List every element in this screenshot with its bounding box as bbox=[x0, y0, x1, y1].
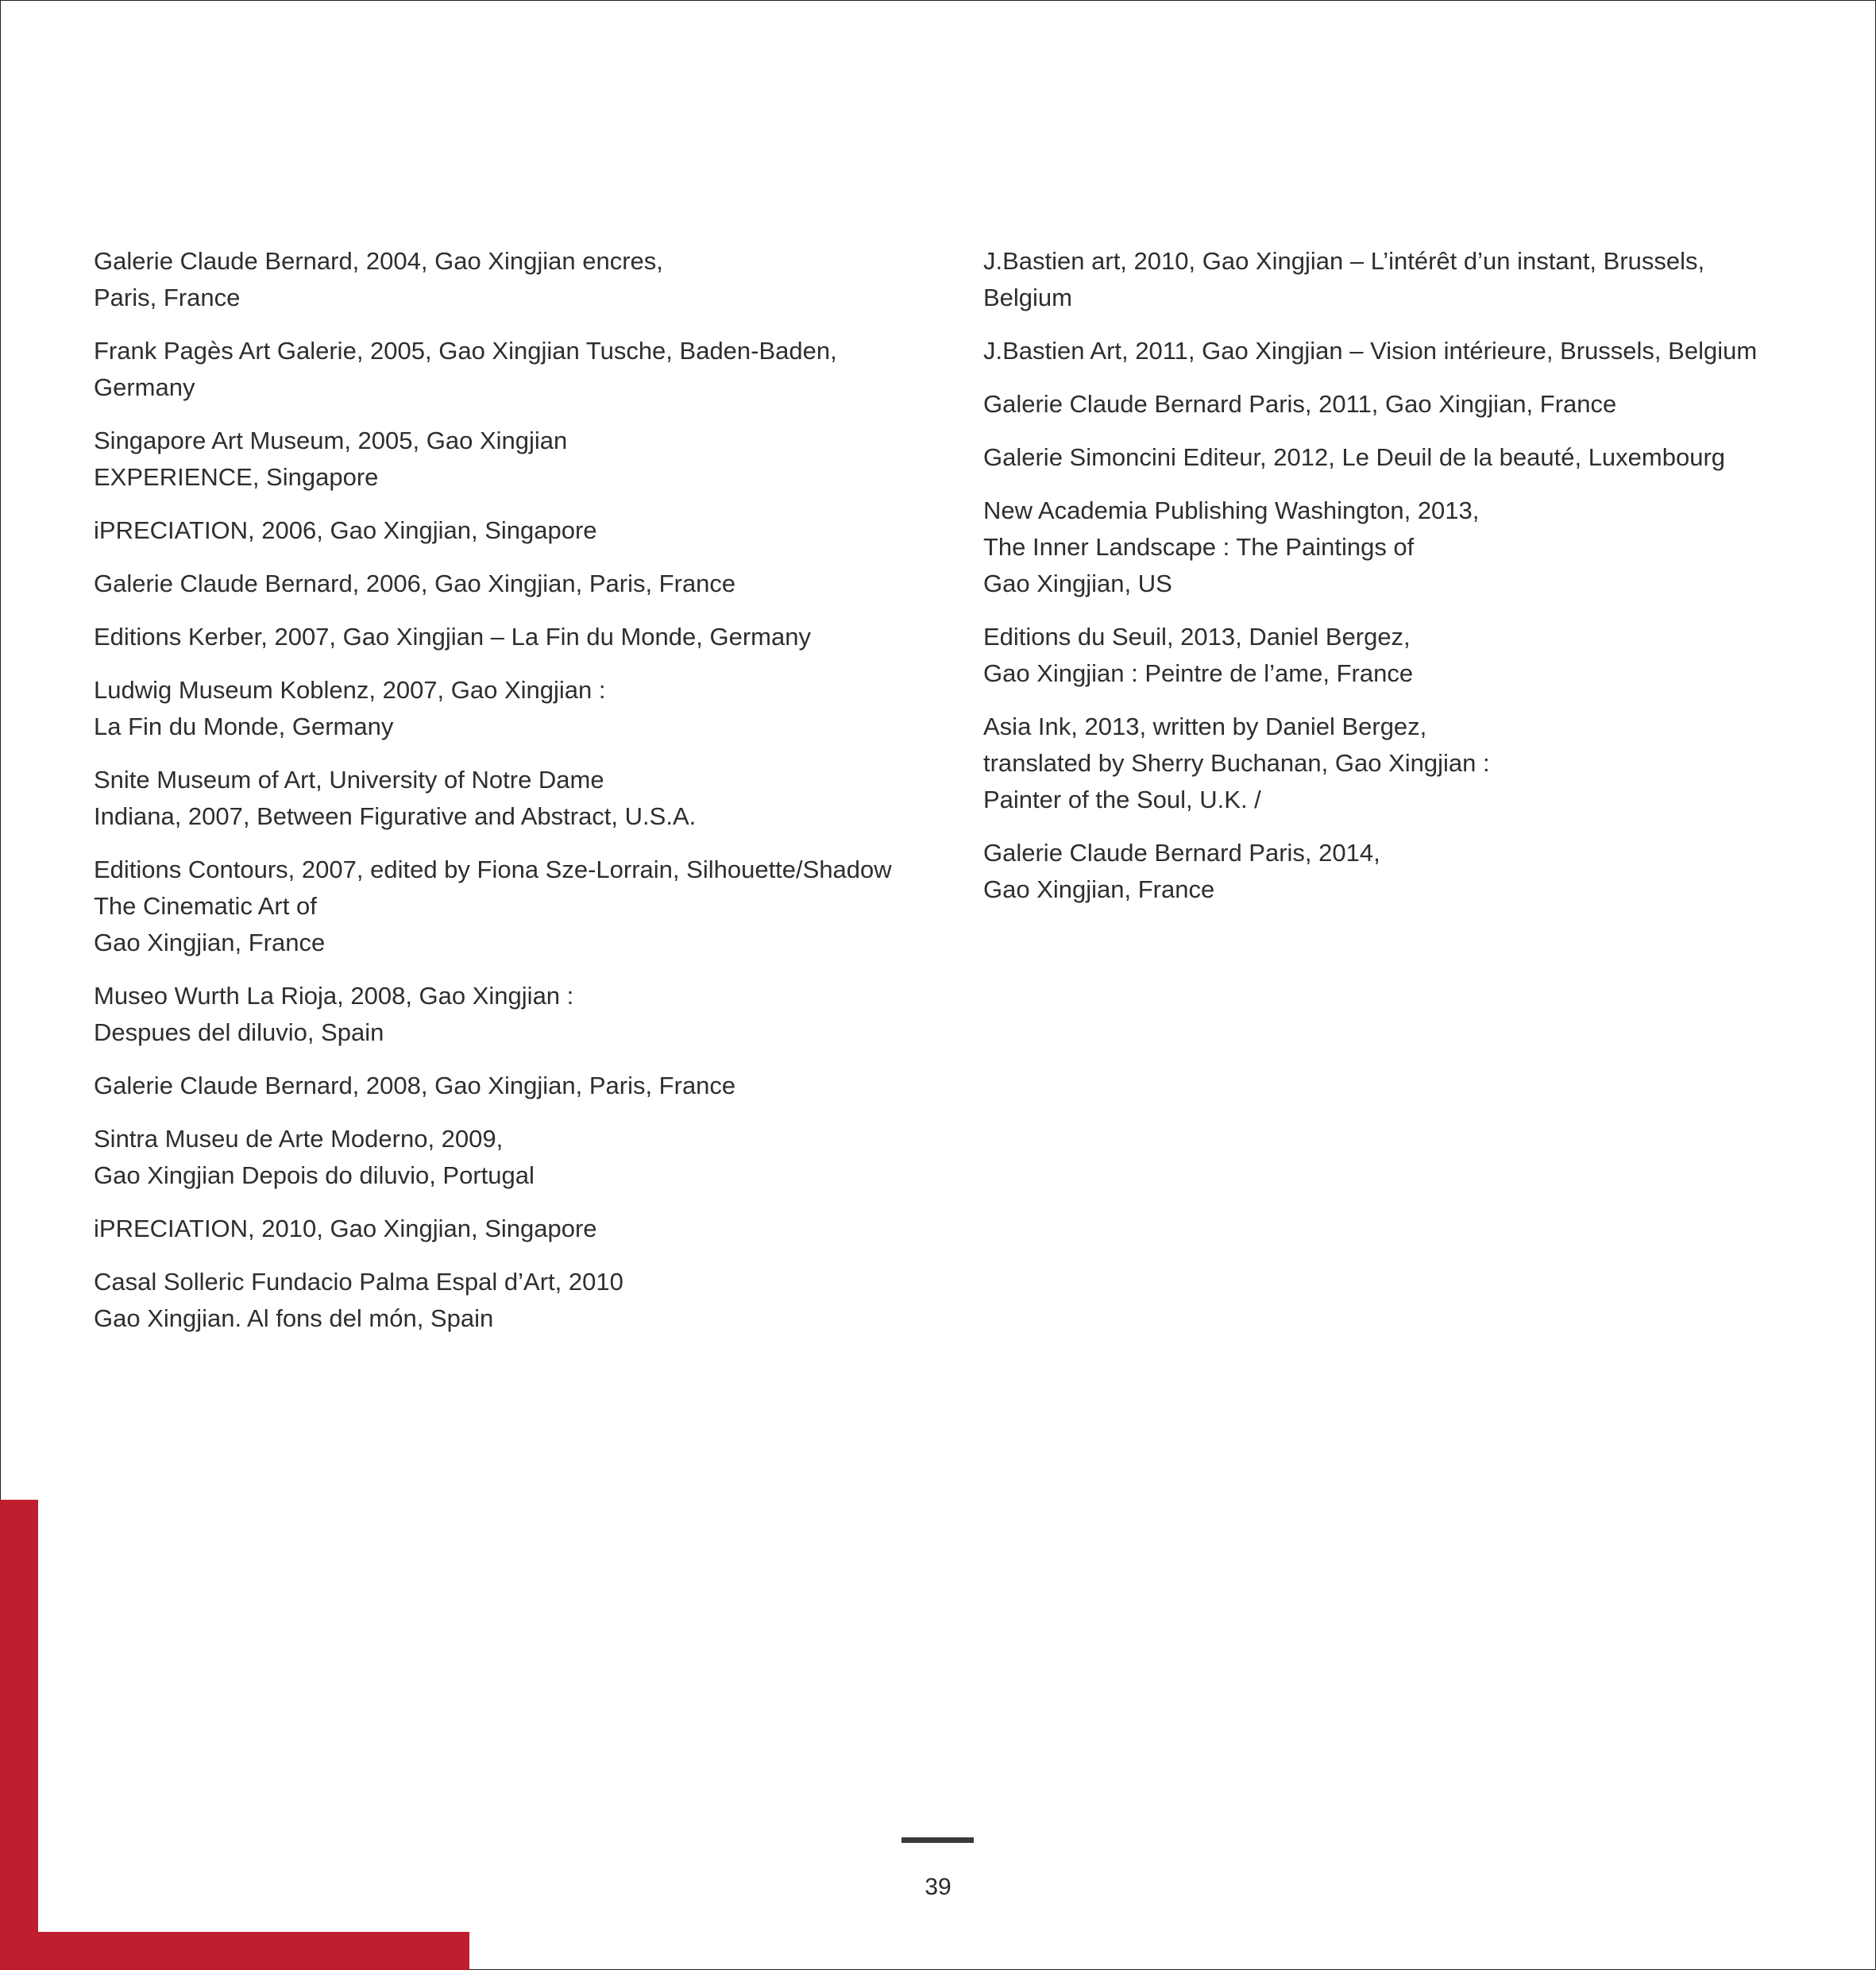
bibliography-entry bbox=[94, 243, 920, 316]
bibliography-entry bbox=[94, 1211, 920, 1247]
bibliography-entry-line: Gao Xingjian : Peintre de l’ame, France bbox=[983, 659, 1414, 687]
bibliography-entry-line: Painter of the Soul, U.K. / bbox=[983, 786, 1261, 813]
bibliography-entry-line: Belgium bbox=[983, 284, 1072, 311]
bibliography-entry bbox=[94, 1121, 920, 1194]
bibliography-entry bbox=[983, 386, 1841, 423]
bibliography-entry bbox=[94, 1264, 920, 1337]
bibliography-entry-line: The Inner Landscape : The Paintings of bbox=[983, 533, 1415, 561]
bibliography-entry-line: Despues del diluvio, Spain bbox=[94, 1018, 384, 1046]
bibliography-entry-line: La Fin du Monde, Germany bbox=[94, 713, 394, 740]
bibliography-entry-line: Galerie Claude Bernard Paris, 2011, Gao Xingjian, France bbox=[983, 390, 1617, 418]
bibliography-entry bbox=[983, 709, 1841, 818]
bibliography-entry-line: Singapore Art Museum, 2005, Gao Xingjian bbox=[94, 427, 568, 454]
bibliography-entry bbox=[94, 423, 920, 496]
bibliography-entry bbox=[983, 243, 1841, 316]
bibliography-entry bbox=[94, 762, 920, 835]
bibliography-entry bbox=[983, 835, 1841, 908]
bibliography-entry bbox=[94, 512, 920, 549]
bibliography-entry-line: Gao Xingjian Depois do diluvio, Portugal bbox=[94, 1161, 535, 1189]
bibliography-entry-line: Museo Wurth La Rioja, 2008, Gao Xingjian : bbox=[94, 982, 574, 1010]
bibliography-entry-line: J.Bastien art, 2010, Gao Xingjian – L’intérêt d’un instant, Brussels, bbox=[983, 247, 1705, 275]
bibliography-entry-line: Gao Xingjian, US bbox=[983, 570, 1172, 597]
bibliography-entry-line: Galerie Simoncini Editeur, 2012, Le Deuil de la beauté, Luxembourg bbox=[983, 443, 1726, 471]
bibliography-entry-line: Asia Ink, 2013, written by Daniel Bergez, bbox=[983, 713, 1427, 740]
bibliography-entry-line: The Cinematic Art of bbox=[94, 892, 317, 920]
bibliography-entry-line: Frank Pagès Art Galerie, 2005, Gao Xingjian Tusche, Baden-Baden, bbox=[94, 337, 837, 365]
bibliography-left-column bbox=[94, 243, 920, 1354]
bibliography-entry-line: New Academia Publishing Washington, 2013, bbox=[983, 496, 1480, 524]
bibliography-entry-line: Gao Xingjian. Al fons del món, Spain bbox=[94, 1304, 494, 1332]
bibliography-entry bbox=[983, 333, 1841, 369]
bibliography-entry bbox=[983, 619, 1841, 692]
bibliography-right-column bbox=[983, 243, 1841, 925]
red-corner-accent-vertical bbox=[0, 1500, 38, 1970]
bibliography-entry-line: iPRECIATION, 2006, Gao Xingjian, Singapore bbox=[94, 516, 597, 544]
page-number: 39 bbox=[924, 1874, 952, 1900]
red-corner-accent-horizontal bbox=[0, 1932, 469, 1970]
bibliography-entry bbox=[983, 439, 1841, 476]
bibliography-entry bbox=[94, 1068, 920, 1104]
bibliography-entry-line: Ludwig Museum Koblenz, 2007, Gao Xingjian : bbox=[94, 676, 606, 704]
bibliography-entry-line: Galerie Claude Bernard Paris, 2014, bbox=[983, 839, 1380, 867]
bibliography-entry-line: J.Bastien Art, 2011, Gao Xingjian – Vision intérieure, Brussels, Belgium bbox=[983, 337, 1758, 365]
bibliography-entry-line: Sintra Museu de Arte Moderno, 2009, bbox=[94, 1125, 504, 1153]
bibliography-entry-line: Gao Xingjian, France bbox=[94, 929, 326, 956]
bibliography-entry bbox=[983, 492, 1841, 602]
bibliography-entry-line: Germany bbox=[94, 373, 195, 401]
bibliography-entry-line: Editions du Seuil, 2013, Daniel Bergez, bbox=[983, 623, 1411, 651]
bibliography-entry-line: Galerie Claude Bernard, 2006, Gao Xingjian, Paris, France bbox=[94, 570, 736, 597]
bibliography-entry-line: Snite Museum of Art, University of Notre Dame bbox=[94, 766, 604, 794]
bibliography-entry-line: Indiana, 2007, Between Figurative and Abstract, U.S.A. bbox=[94, 802, 697, 830]
bibliography-entry-line: Galerie Claude Bernard, 2004, Gao Xingjian encres, bbox=[94, 247, 663, 275]
bibliography-entry-line: iPRECIATION, 2010, Gao Xingjian, Singapore bbox=[94, 1215, 597, 1242]
bibliography-entry bbox=[94, 619, 920, 655]
bibliography-entry bbox=[94, 566, 920, 602]
bibliography-entry-line: Casal Solleric Fundacio Palma Espal d’Art, 2010 bbox=[94, 1268, 623, 1296]
bibliography-entry bbox=[94, 672, 920, 745]
bibliography-entry-line: Gao Xingjian, France bbox=[983, 875, 1215, 903]
bibliography-entry bbox=[94, 333, 920, 406]
bibliography-entry-line: translated by Sherry Buchanan, Gao Xingjian : bbox=[983, 749, 1490, 777]
bibliography-entry bbox=[94, 978, 920, 1051]
bibliography-entry-line: Editions Contours, 2007, edited by Fiona Sze-Lorrain, Silhouette/Shadow bbox=[94, 856, 892, 883]
bibliography-entry-line: Galerie Claude Bernard, 2008, Gao Xingjian, Paris, France bbox=[94, 1072, 736, 1099]
bibliography-entry-line: EXPERIENCE, Singapore bbox=[94, 463, 379, 491]
bibliography-entry-line: Editions Kerber, 2007, Gao Xingjian – La Fin du Monde, Germany bbox=[94, 623, 811, 651]
bibliography-entry bbox=[94, 852, 920, 961]
bibliography-entry-line: Paris, France bbox=[94, 284, 241, 311]
page-number-rule bbox=[901, 1837, 974, 1843]
